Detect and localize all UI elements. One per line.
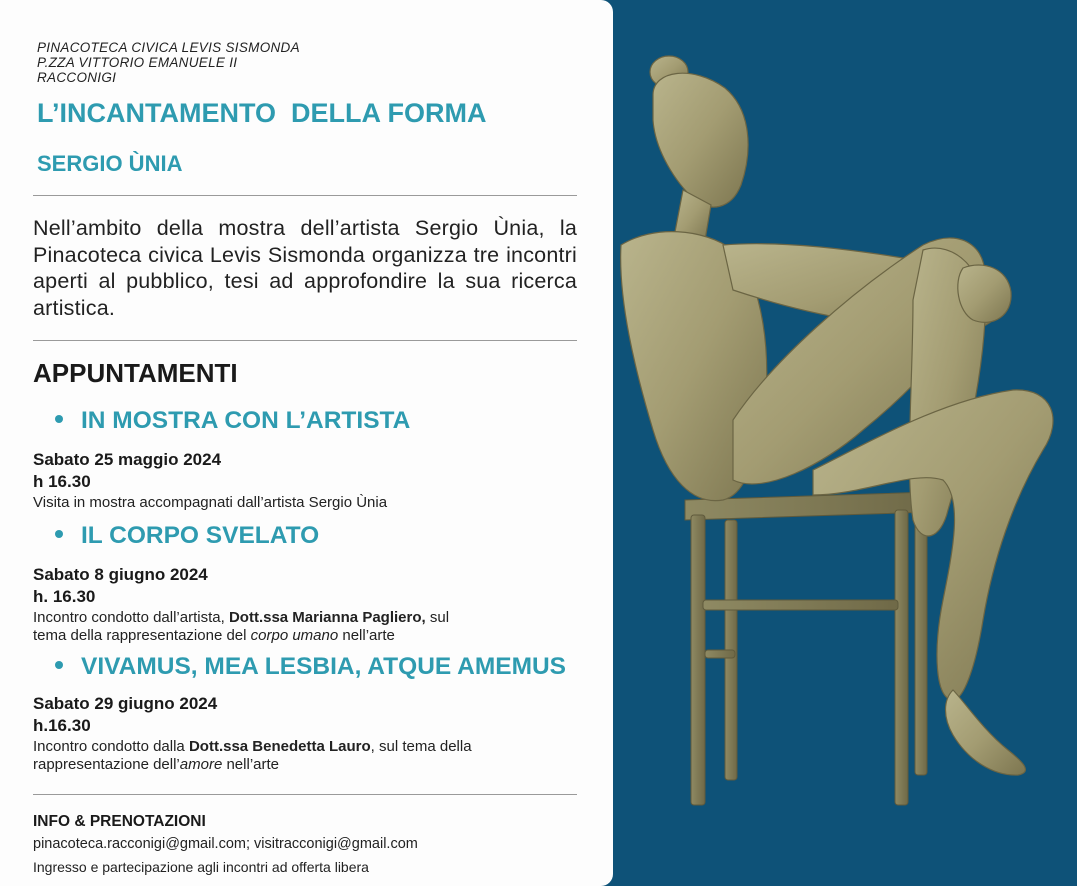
divider-bottom [33, 794, 577, 795]
event-1-hour: h 16.30 [33, 472, 91, 491]
event-3-topic: amore [179, 756, 223, 773]
event-2-title [55, 522, 319, 550]
appointments-heading: APPUNTAMENTI [33, 358, 238, 388]
venue-street: P.ZZA VITTORIO EMANUELE II [37, 55, 238, 70]
venue-name: PINACOTECA CIVICA LEVIS SISMONDA [37, 40, 300, 55]
event-2-desc-f: nell’arte [338, 627, 395, 644]
event-3-date: Sabato 29 giugno 2024 [33, 694, 218, 713]
event-1-title [55, 407, 410, 435]
event-1-title-text: IN MOSTRA CON L’ARTISTA [81, 407, 411, 434]
event-2-title-text: IL CORPO SVELATO [81, 522, 320, 549]
event-2-desc-c: sul [425, 609, 450, 626]
bullet-icon [55, 530, 63, 538]
intro-paragraph: Nell’ambito della mostra dell’artista Sergio Ùnia, la Pinacoteca civica Levis Sismonda organizza tre incontri aperti al pubblico, tesi ad approfondire la sua ricerca artistica. [33, 216, 577, 320]
stool [685, 492, 931, 805]
artist-name: SERGIO ÙNIA [37, 151, 183, 176]
event-3-title-text: VIVAMUS, MEA LESBIA, ATQUE AMEMUS [81, 653, 567, 680]
sculpture-image [613, 0, 1077, 886]
divider-middle [33, 340, 577, 341]
event-2-speaker: Dott.ssa Marianna Pagliero, [228, 609, 426, 626]
event-2-desc-a: Incontro condotto dall’artista, [33, 609, 229, 626]
event-3-description [33, 738, 573, 774]
event-3-desc-d: rappresentazione dell’ [33, 756, 180, 773]
event-2-description [33, 609, 573, 645]
event-3-desc-c: , sul tema della [370, 738, 472, 755]
event-3-speaker: Dott.ssa Benedetta Lauro [188, 738, 371, 755]
event-3-desc-a: Incontro condotto dalla [33, 738, 189, 755]
exhibition-title: L’INCANTAMENTO DELLA FORMA [37, 98, 487, 128]
bullet-icon [55, 415, 63, 423]
contact-emails[interactable]: pinacoteca.racconigi@gmail.com; visitracconigi@gmail.com [33, 836, 418, 852]
event-1-description: Visita in mostra accompagnati dall’artista Sergio Ùnia [33, 494, 388, 511]
venue-city: RACCONIGI [37, 70, 117, 85]
event-3-desc-f: nell’arte [222, 756, 279, 773]
venue-address [37, 40, 300, 85]
bullet-icon [55, 661, 63, 669]
event-3-hour: h.16.30 [33, 716, 91, 735]
info-heading: INFO & PRENOTAZIONI [33, 813, 206, 830]
event-2-date: Sabato 8 giugno 2024 [33, 565, 208, 584]
entry-note: Ingresso e partecipazione agli incontri ad offerta libera [33, 859, 369, 875]
event-2-hour: h. 16.30 [33, 587, 96, 606]
event-2-topic: corpo umano [250, 627, 339, 644]
divider-top [33, 195, 577, 196]
figure [621, 56, 1053, 775]
event-3-title [55, 653, 566, 681]
event-1-date: Sabato 25 maggio 2024 [33, 450, 222, 469]
event-2-desc-d: tema della rappresentazione del [33, 627, 251, 644]
